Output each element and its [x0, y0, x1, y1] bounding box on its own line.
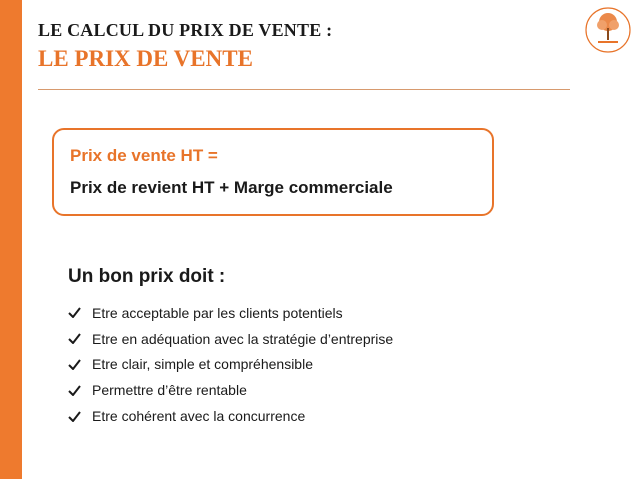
criteria-heading: Un bon prix doit :	[68, 266, 226, 287]
criteria-list	[68, 300, 393, 429]
list-item	[68, 326, 393, 352]
slide-subtitle: LE PRIX DE VENTE	[38, 46, 253, 71]
checkmark-icon	[68, 411, 92, 422]
list-item	[68, 403, 393, 429]
tree-logo-icon	[584, 6, 632, 54]
title-divider	[38, 89, 570, 90]
list-item-text: Permettre d’être rentable	[92, 382, 247, 399]
list-item	[68, 352, 393, 378]
slide-title: LE CALCUL DU PRIX DE VENTE :	[38, 20, 333, 40]
checkmark-icon	[68, 359, 92, 370]
formula-box	[52, 128, 494, 216]
list-item-text: Etre acceptable par les clients potentiels	[92, 304, 343, 321]
list-item	[68, 377, 393, 403]
checkmark-icon	[68, 385, 92, 396]
list-item	[68, 300, 393, 326]
formula-expression: Prix de revient HT + Marge commerciale	[70, 178, 393, 197]
list-item-text: Etre en adéquation avec la stratégie d’entreprise	[92, 330, 394, 347]
formula-label: Prix de vente HT =	[70, 146, 218, 165]
checkmark-icon	[68, 307, 92, 318]
list-item-text: Etre clair, simple et compréhensible	[92, 356, 313, 373]
checkmark-icon	[68, 333, 92, 344]
left-accent-bar	[0, 0, 22, 479]
list-item-text: Etre cohérent avec la concurrence	[92, 408, 306, 425]
